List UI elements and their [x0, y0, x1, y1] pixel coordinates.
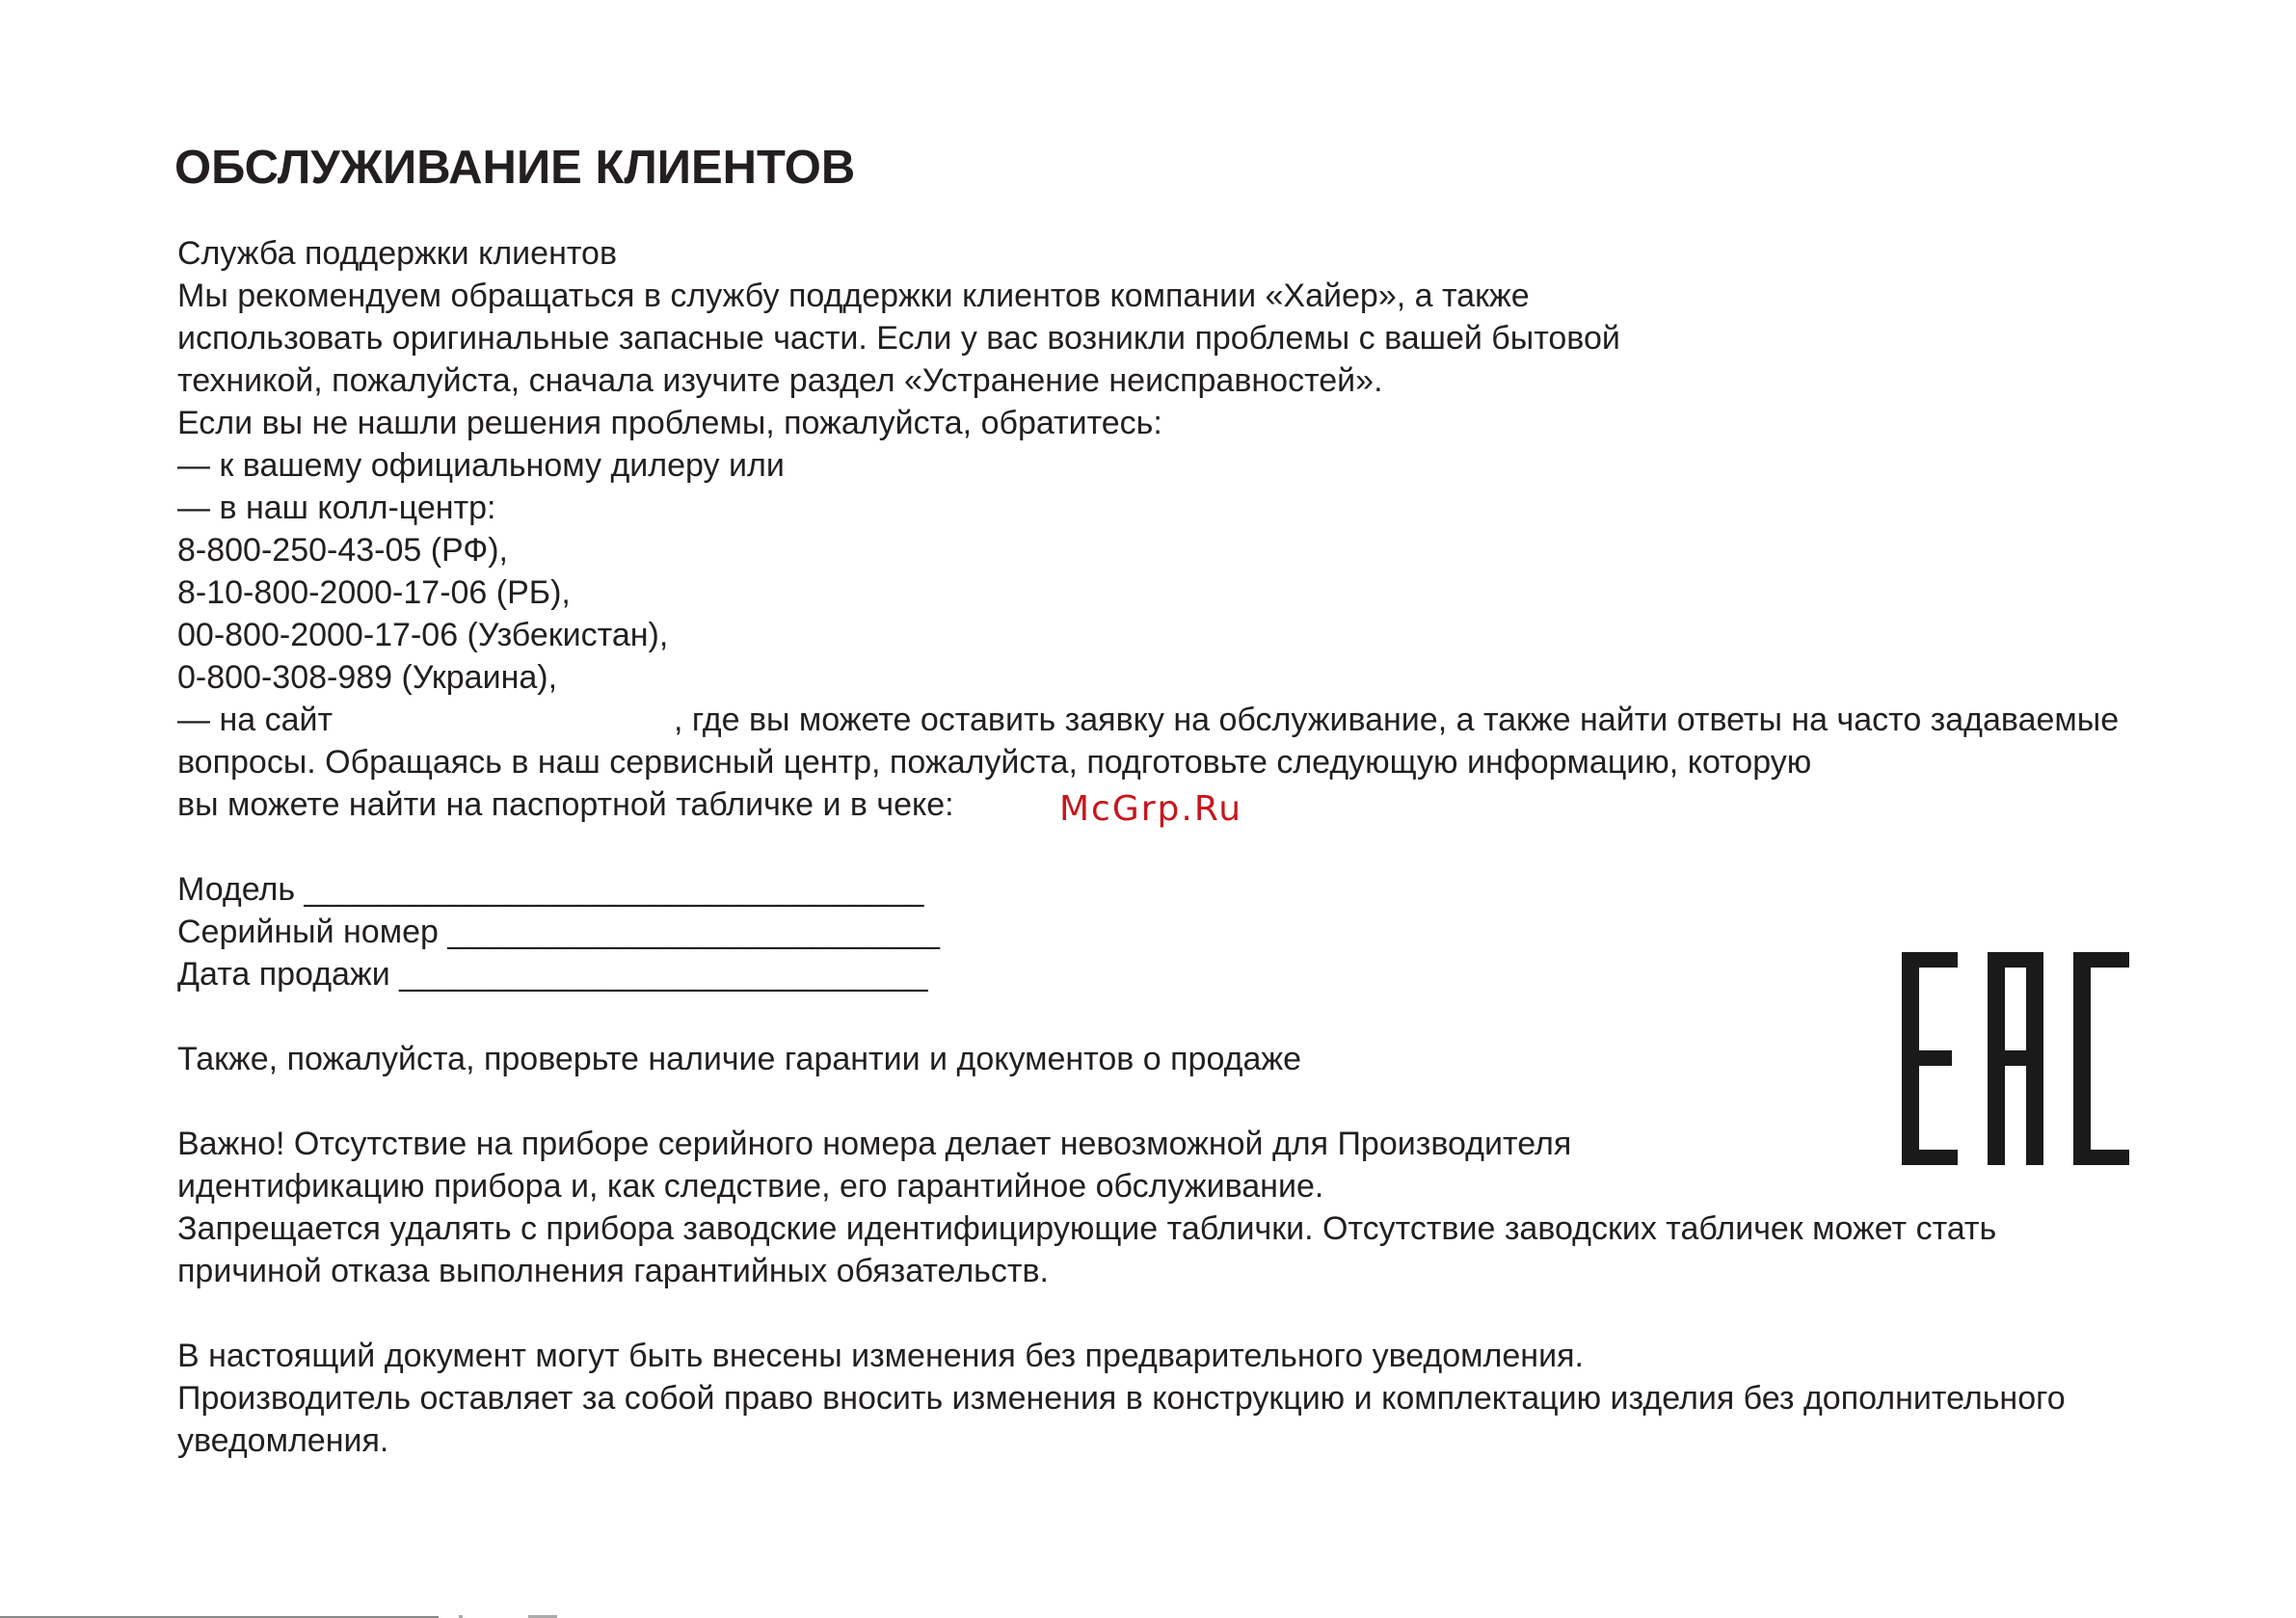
- important-line: причиной отказа выполнения гарантийных обязательств.: [177, 1253, 1049, 1289]
- text-line: вопросы. Обращаясь в наш сервисный центр, пожалуйста, подготовьте следующую информацию, которую: [177, 744, 1812, 781]
- text-line: Мы рекомендуем обращаться в службу поддержки клиентов компании «Хайер», а также: [177, 278, 1530, 314]
- important-line: идентификацию прибора и, как следствие, его гарантийное обслуживание.: [177, 1168, 1324, 1205]
- page-title: ОБСЛУЖИВАНИЕ КЛИЕНТОВ: [174, 142, 856, 194]
- site-line-prefix: — на сайт: [177, 702, 334, 738]
- phone-ua: 0-800-308-989 (Украина),: [177, 659, 558, 696]
- form-field-serial: Серийный номер ___________________________: [177, 914, 940, 950]
- site-line-suffix: , где вы можете оставить заявку на обслуживание, а также найти ответы на часто задаваемые: [674, 702, 2120, 738]
- important-line: Важно! Отсутствие на приборе серийного номера делает невозможной для Производителя: [177, 1126, 1572, 1162]
- phone-uz: 00-800-2000-17-06 (Узбекистан),: [177, 617, 669, 653]
- list-item-dealer: — к вашему официальному дилеру или: [177, 447, 785, 484]
- form-field-sale-date: Дата продажи _____________________________: [177, 956, 928, 993]
- closing-line: уведомления.: [177, 1422, 389, 1459]
- watermark: McGrp.Ru: [1059, 789, 1243, 829]
- eac-logo: [1902, 952, 2129, 1165]
- form-field-model: Модель __________________________________: [177, 871, 924, 908]
- list-item-call-center: — в наш колл-центр:: [177, 490, 496, 526]
- text-line: вы можете найти на паспортной табличке и в чеке:: [177, 786, 954, 823]
- closing-line: В настоящий документ могут быть внесены изменения без предварительного уведомления.: [177, 1338, 1584, 1374]
- support-heading: Служба поддержки клиентов: [177, 235, 618, 272]
- phone-ru: 8-800-250-43-05 (РФ),: [177, 532, 508, 569]
- text-line: Если вы не нашли решения проблемы, пожалуйста, обратитесь:: [177, 405, 1162, 441]
- important-line: Запрещается удалять с прибора заводские идентифицирующие таблички. Отсутствие заводских табличек может стать: [177, 1210, 1997, 1247]
- text-line: использовать оригинальные запасные части. Если у вас возникли проблемы с вашей бытовой: [177, 320, 1620, 357]
- closing-line: Производитель оставляет за собой право вносить изменения в конструкцию и комплектацию изделия без дополнительного: [177, 1380, 2066, 1417]
- warranty-note: Также, пожалуйста, проверьте наличие гарантии и документов о продаже: [177, 1041, 1302, 1077]
- text-line: техникой, пожалуйста, сначала изучите раздел «Устранение неисправностей».: [177, 362, 1383, 399]
- phone-by: 8-10-800-2000-17-06 (РБ),: [177, 574, 571, 611]
